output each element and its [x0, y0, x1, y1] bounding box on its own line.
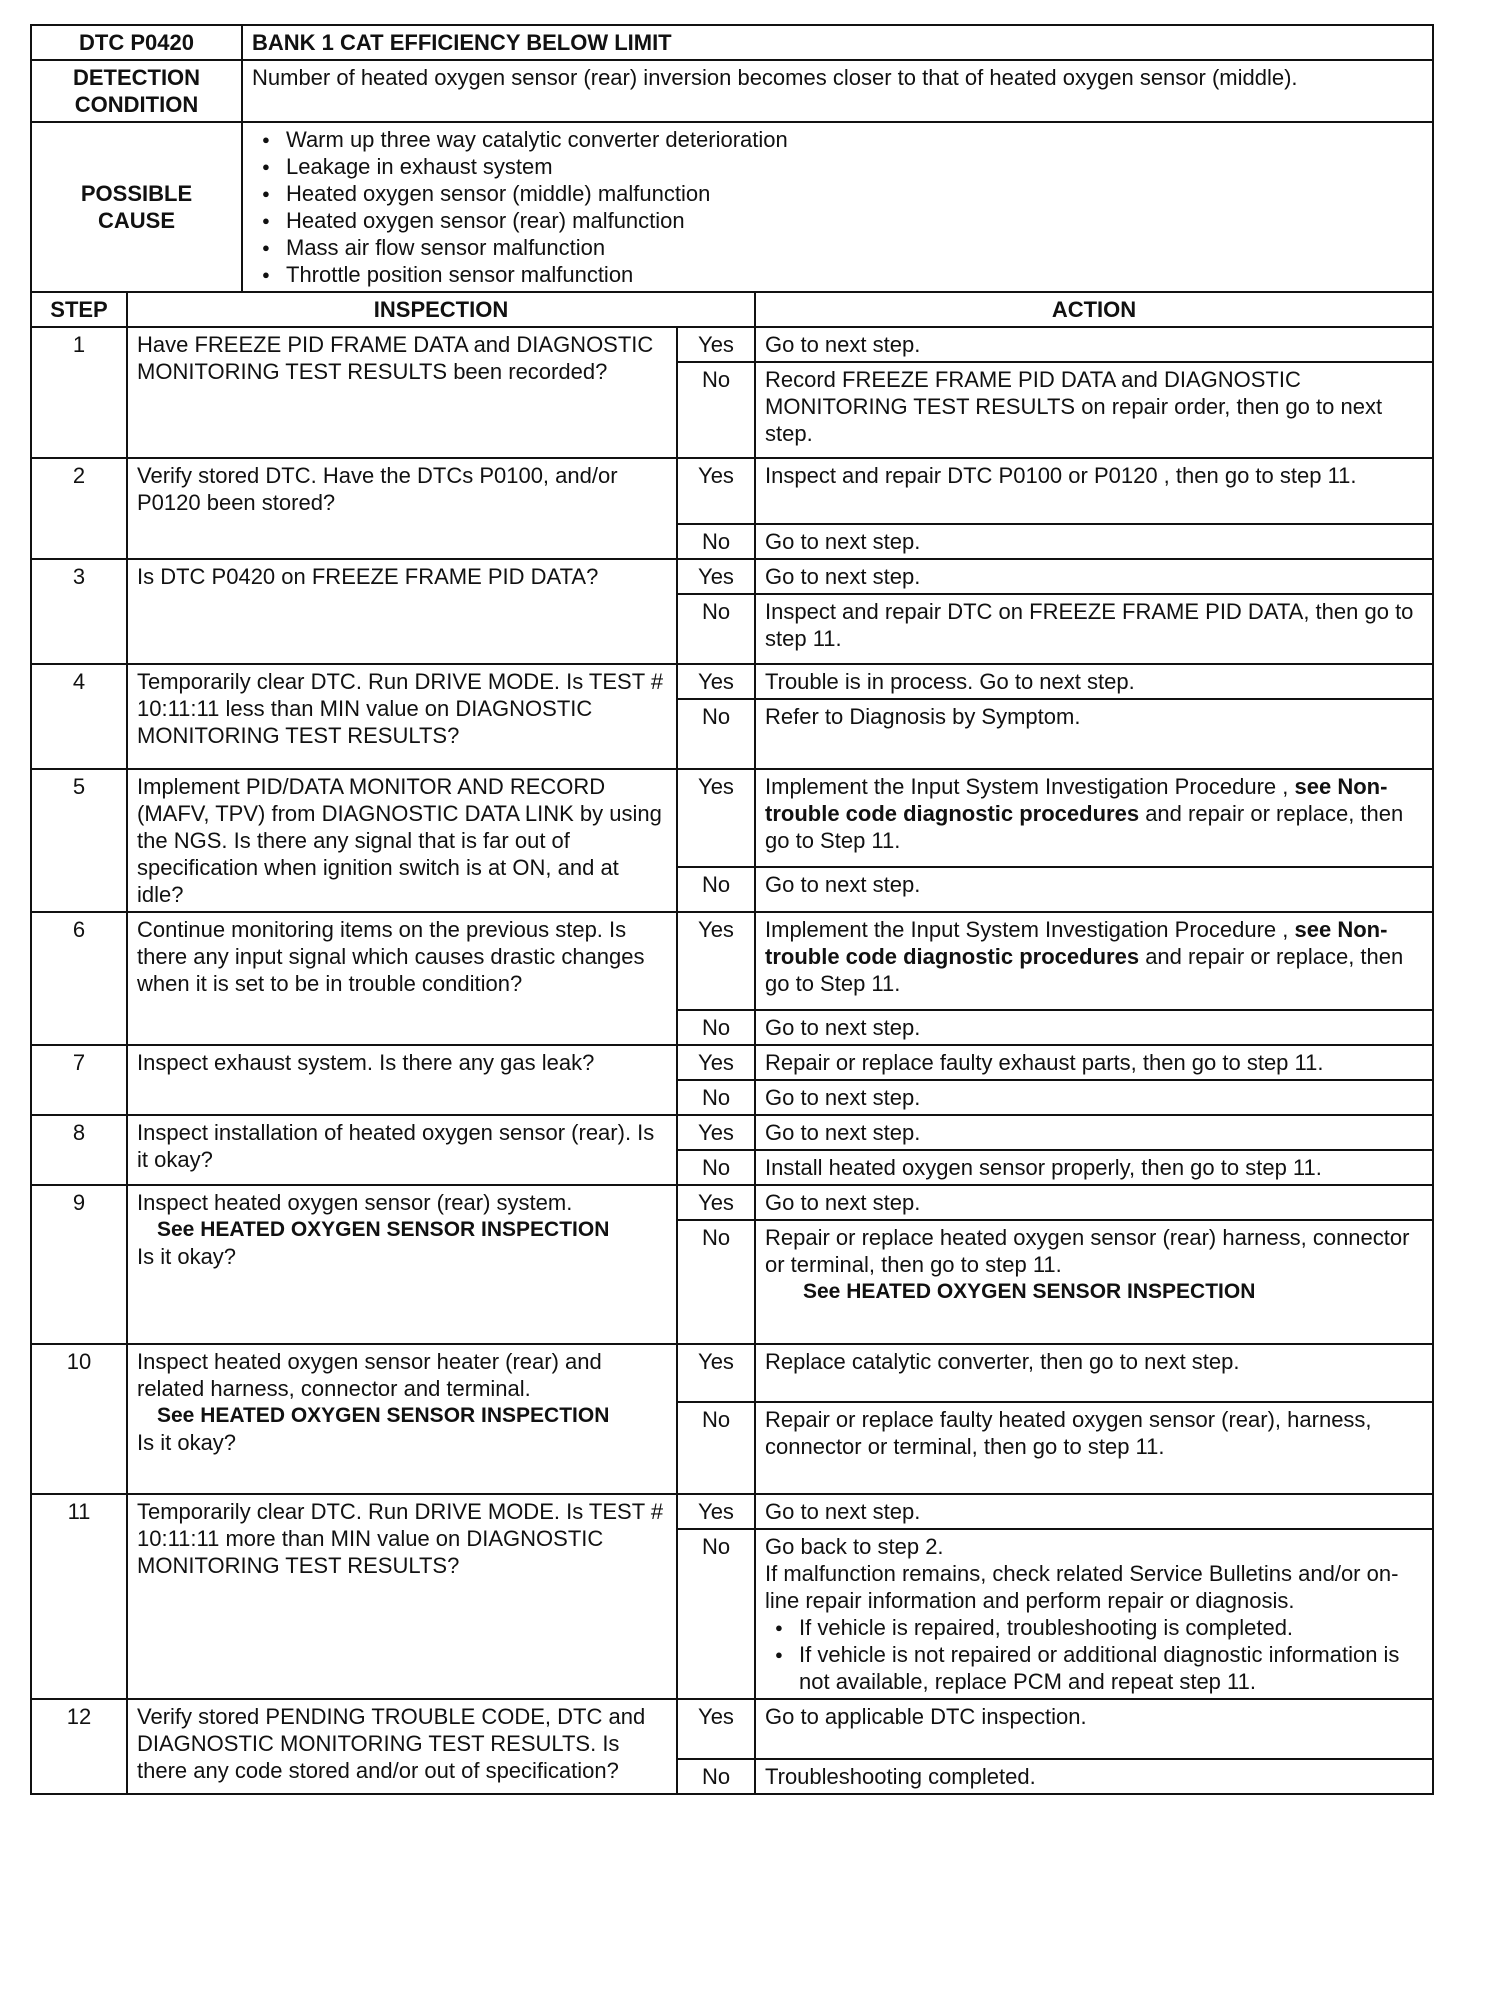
step-row-4 — [31, 664, 1433, 699]
step-number: 6 — [31, 912, 127, 1045]
yes-label: Yes — [677, 1699, 755, 1759]
inspection-column-header: INSPECTION — [127, 292, 755, 327]
step-row-11 — [31, 1494, 1433, 1529]
step-number: 1 — [31, 327, 127, 458]
yes-label: Yes — [677, 327, 755, 362]
no-action-text: If malfunction remains, check related Service Bulletins and/or on-line repair information and perform repair or diagnosis. — [765, 1561, 1399, 1613]
detection-text: Number of heated oxygen sensor (rear) inversion becomes closer to that of heated oxygen sensor (middle). — [242, 60, 1433, 122]
steps-table — [30, 291, 1434, 1795]
yes-action: Go to next step. — [755, 559, 1433, 594]
step-number: 5 — [31, 769, 127, 912]
step-inspection: Inspect exhaust system. Is there any gas leak? — [127, 1045, 677, 1115]
yes-label: Yes — [677, 1115, 755, 1150]
no-action-bullet: ● If vehicle is repaired, troubleshooting is completed. — [765, 1614, 1423, 1641]
step-row-7 — [31, 1045, 1433, 1080]
no-action-text: Go back to step 2. — [765, 1534, 944, 1559]
inspection-question: Is it okay? — [137, 1430, 237, 1455]
inspection-question: Is it okay? — [137, 1244, 237, 1269]
no-label: No — [677, 594, 755, 664]
yes-label: Yes — [677, 1045, 755, 1080]
step-row-6 — [31, 912, 1433, 1010]
no-action: Record FREEZE FRAME PID DATA and DIAGNOSTIC MONITORING TEST RESULTS on repair order, then go to next step. — [755, 362, 1433, 458]
step-row-2 — [31, 458, 1433, 524]
no-label: No — [677, 1529, 755, 1699]
step-inspection: Continue monitoring items on the previous step. Is there any input signal which causes drastic changes when it is set to be in trouble condition? — [127, 912, 677, 1045]
yes-label: Yes — [677, 559, 755, 594]
action-column-header: ACTION — [755, 292, 1433, 327]
cause-list — [252, 126, 1423, 288]
step-inspection — [127, 1344, 677, 1494]
step-number: 10 — [31, 1344, 127, 1494]
no-action: Troubleshooting completed. — [755, 1759, 1433, 1794]
dtc-code-label: DTC P0420 — [31, 25, 242, 60]
yes-action — [755, 769, 1433, 867]
yes-action: Go to next step. — [755, 1115, 1433, 1150]
yes-label: Yes — [677, 1185, 755, 1220]
yes-action-text-end: and repair or replace, then go to Step 11. — [765, 944, 1404, 996]
no-action: Go to next step. — [755, 524, 1433, 559]
step-inspection: Temporarily clear DTC. Run DRIVE MODE. Is TEST # 10:11:11 less than MIN value on DIAGNOSTIC MONITORING TEST RESULTS? — [127, 664, 677, 769]
step-inspection — [127, 1185, 677, 1344]
heated-oxygen-sensor-inspection-link[interactable]: See HEATED OXYGEN SENSOR INSPECTION — [157, 1218, 610, 1241]
yes-label: Yes — [677, 1494, 755, 1529]
no-label: No — [677, 1010, 755, 1045]
step-inspection: Implement PID/DATA MONITOR AND RECORD (MAFV, TPV) from DIAGNOSTIC DATA LINK by using the NGS. Is there any signal that is far out of specification when ignition switch is at ON, and at idle? — [127, 769, 677, 912]
step-row-12 — [31, 1699, 1433, 1759]
cause-item: ● Warm up three way catalytic converter deterioration — [252, 126, 1423, 153]
step-row-9 — [31, 1185, 1433, 1220]
step-number: 9 — [31, 1185, 127, 1344]
yes-action-text: Implement the Input System Investigation Procedure , — [765, 917, 1289, 942]
no-label: No — [677, 1150, 755, 1185]
no-action: Inspect and repair DTC on FREEZE FRAME PID DATA, then go to step 11. — [755, 594, 1433, 664]
yes-action: Repair or replace faulty exhaust parts, then go to step 11. — [755, 1045, 1433, 1080]
step-number: 11 — [31, 1494, 127, 1699]
yes-action-text-end: and repair or replace, then go to Step 11. — [765, 801, 1404, 853]
no-label: No — [677, 1080, 755, 1115]
no-action-bullet: ● If vehicle is not repaired or additional diagnostic information is not available, replace PCM and repeat step 11. — [765, 1641, 1423, 1695]
yes-label: Yes — [677, 769, 755, 867]
cause-label: POSSIBLE CAUSE — [31, 122, 242, 292]
yes-action: Go to next step. — [755, 327, 1433, 362]
step-column-header: STEP — [31, 292, 127, 327]
cause-item: ● Leakage in exhaust system — [252, 153, 1423, 180]
inspection-text: Inspect heated oxygen sensor heater (rear) and related harness, connector and terminal. — [137, 1349, 602, 1401]
step-inspection: Verify stored DTC. Have the DTCs P0100, and/or P0120 been stored? — [127, 458, 677, 559]
step-row-5 — [31, 769, 1433, 867]
step-number: 7 — [31, 1045, 127, 1115]
yes-action: Go to next step. — [755, 1185, 1433, 1220]
step-row-3 — [31, 559, 1433, 594]
cause-item: ● Heated oxygen sensor (middle) malfunction — [252, 180, 1423, 207]
yes-action: Trouble is in process. Go to next step. — [755, 664, 1433, 699]
no-action: Repair or replace faulty heated oxygen sensor (rear), harness, connector or terminal, then go to step 11. — [755, 1402, 1433, 1494]
no-action: Install heated oxygen sensor properly, then go to step 11. — [755, 1150, 1433, 1185]
yes-action: Go to applicable DTC inspection. — [755, 1699, 1433, 1759]
step-inspection: Temporarily clear DTC. Run DRIVE MODE. Is TEST # 10:11:11 more than MIN value on DIAGNOSTIC MONITORING TEST RESULTS? — [127, 1494, 677, 1699]
step-inspection: Have FREEZE PID FRAME DATA and DIAGNOSTIC MONITORING TEST RESULTS been recorded? — [127, 327, 677, 458]
dtc-document — [30, 24, 1434, 1795]
yes-action: Replace catalytic converter, then go to next step. — [755, 1344, 1433, 1402]
detection-label: DETECTION CONDITION — [31, 60, 242, 122]
no-label: No — [677, 699, 755, 769]
yes-action — [755, 912, 1433, 1010]
no-action: Go to next step. — [755, 1010, 1433, 1045]
cause-item: ● Mass air flow sensor malfunction — [252, 234, 1423, 261]
no-action-text: Repair or replace heated oxygen sensor (rear) harness, connector or terminal, then go to step 11. — [765, 1225, 1410, 1277]
step-inspection: Inspect installation of heated oxygen sensor (rear). Is it okay? — [127, 1115, 677, 1185]
yes-label: Yes — [677, 664, 755, 699]
no-action: Refer to Diagnosis by Symptom. — [755, 699, 1433, 769]
yes-action-text: Implement the Input System Investigation Procedure , — [765, 774, 1289, 799]
yes-label: Yes — [677, 1344, 755, 1402]
dtc-title: BANK 1 CAT EFFICIENCY BELOW LIMIT — [242, 25, 1433, 60]
step-row-1 — [31, 327, 1433, 362]
detection-row — [31, 60, 1433, 122]
step-inspection: Is DTC P0420 on FREEZE FRAME PID DATA? — [127, 559, 677, 664]
step-number: 2 — [31, 458, 127, 559]
no-label: No — [677, 867, 755, 912]
no-label: No — [677, 1402, 755, 1494]
cause-item: ● Throttle position sensor malfunction — [252, 261, 1423, 288]
dtc-title-row — [31, 25, 1433, 60]
heated-oxygen-sensor-inspection-link[interactable]: See HEATED OXYGEN SENSOR INSPECTION — [157, 1404, 610, 1427]
cause-list-cell — [242, 122, 1433, 292]
no-action: Go to next step. — [755, 867, 1433, 912]
step-row-8 — [31, 1115, 1433, 1150]
non-trouble-procedures-link[interactable]: see Non-trouble code diagnostic procedures — [765, 774, 1388, 826]
step-number: 3 — [31, 559, 127, 664]
cause-row — [31, 122, 1433, 292]
cause-item: ● Heated oxygen sensor (rear) malfunction — [252, 207, 1423, 234]
steps-header-row — [31, 292, 1433, 327]
inspection-text: Inspect heated oxygen sensor (rear) system. — [137, 1190, 573, 1215]
step-number: 8 — [31, 1115, 127, 1185]
no-label: No — [677, 1759, 755, 1794]
no-label: No — [677, 524, 755, 559]
step-inspection: Verify stored PENDING TROUBLE CODE, DTC and DIAGNOSTIC MONITORING TEST RESULTS. Is there any code stored and/or out of specification? — [127, 1699, 677, 1794]
non-trouble-procedures-link[interactable]: see Non-trouble code diagnostic procedures — [765, 917, 1388, 969]
yes-label: Yes — [677, 458, 755, 524]
no-action — [755, 1529, 1433, 1699]
no-action — [755, 1220, 1433, 1344]
step-number: 12 — [31, 1699, 127, 1794]
heated-oxygen-sensor-inspection-link[interactable]: See HEATED OXYGEN SENSOR INSPECTION — [803, 1280, 1256, 1303]
no-action: Go to next step. — [755, 1080, 1433, 1115]
no-label: No — [677, 362, 755, 458]
dtc-header-table — [30, 24, 1434, 293]
no-action-bullets — [765, 1614, 1423, 1695]
step-number: 4 — [31, 664, 127, 769]
no-label: No — [677, 1220, 755, 1344]
yes-action: Inspect and repair DTC P0100 or P0120 , then go to step 11. — [755, 458, 1433, 524]
yes-label: Yes — [677, 912, 755, 1010]
step-row-10 — [31, 1344, 1433, 1402]
yes-action: Go to next step. — [755, 1494, 1433, 1529]
